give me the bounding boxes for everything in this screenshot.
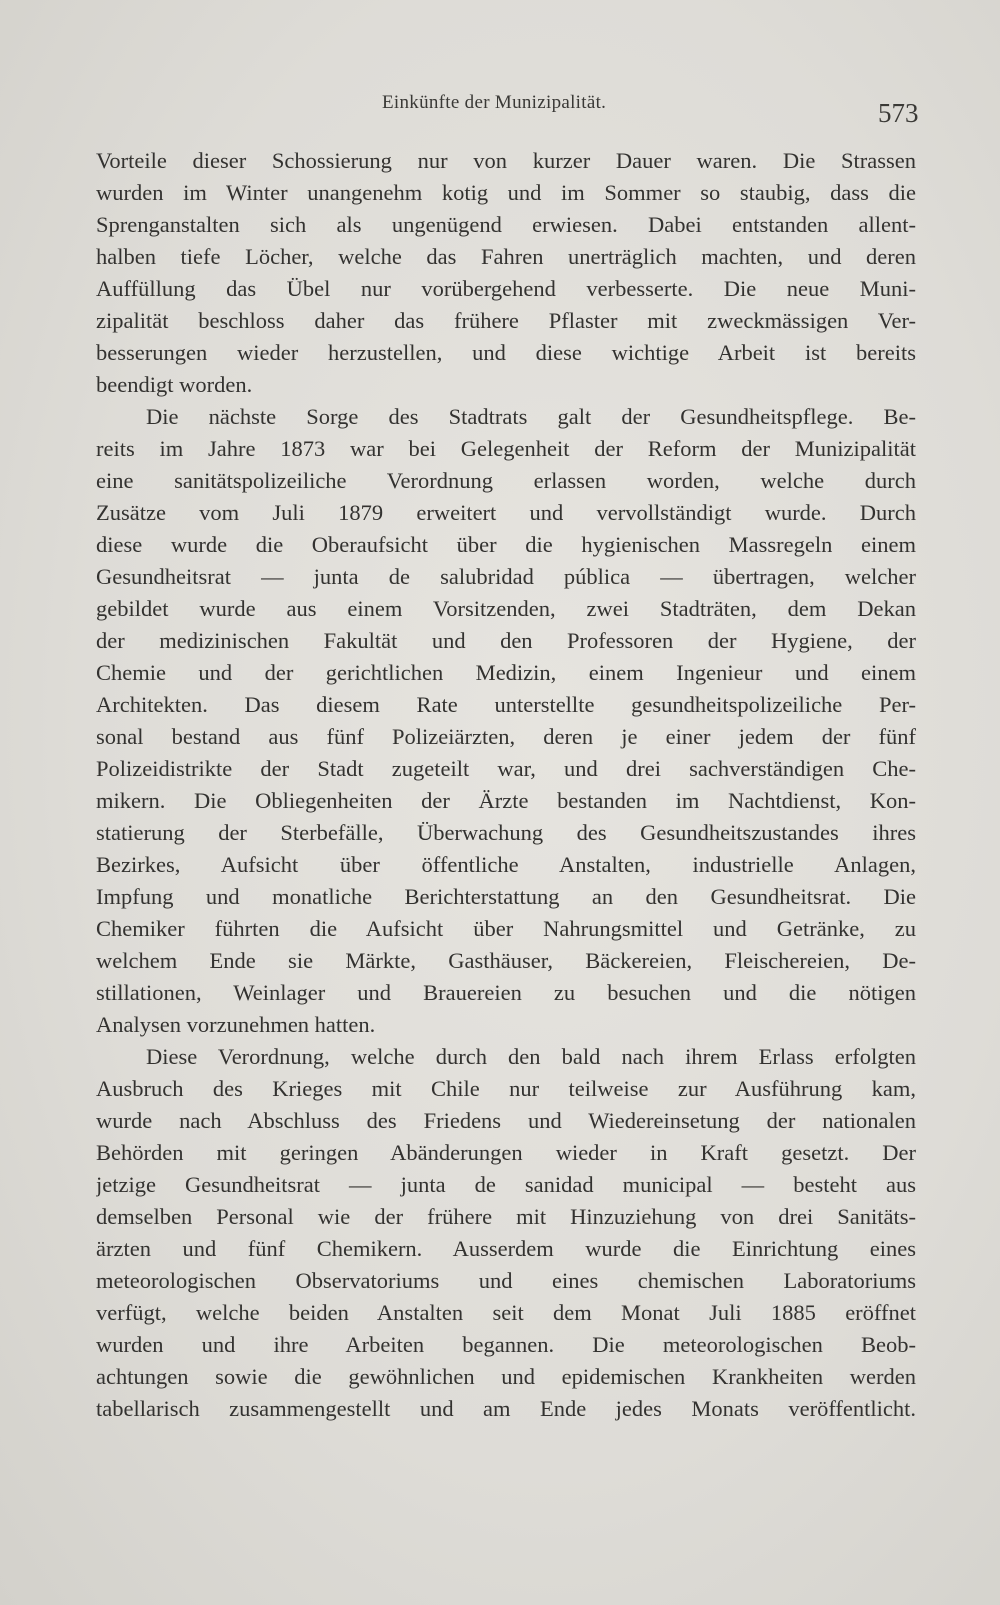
text-line: ärzten und fünf Chemikern. Ausserdem wurde die Einrichtung eines xyxy=(96,1236,916,1261)
text-line: Behörden mit geringen Abänderungen wieder in Kraft gesetzt. Der xyxy=(96,1140,916,1165)
text-line: statierung der Sterbefälle, Überwachung des Gesundheitszustandes ihres xyxy=(96,820,916,845)
text-line: Vorteile dieser Schossierung nur von kurzer Dauer waren. Die Strassen xyxy=(96,148,916,173)
text-line: Gesundheitsrat — junta de salubridad pública — übertragen, welcher xyxy=(96,564,916,589)
text-line: Architekten. Das diesem Rate unterstellte gesundheitspolizeiliche Per- xyxy=(96,692,916,717)
text-line: reits im Jahre 1873 war bei Gelegenheit der Reform der Munizipalität xyxy=(96,436,916,461)
text-line: Diese Verordnung, welche durch den bald nach ihrem Erlass erfolgten xyxy=(146,1044,916,1069)
text-line: Bezirkes, Aufsicht über öffentliche Anstalten, industrielle Anlagen, xyxy=(96,852,916,877)
text-line: beendigt worden. xyxy=(96,372,253,397)
text-line: der medizinischen Fakultät und den Professoren der Hygiene, der xyxy=(96,628,916,653)
text-line: stillationen, Weinlager und Brauereien zu besuchen und die nötigen xyxy=(96,980,916,1005)
text-line: diese wurde die Oberaufsicht über die hygienischen Massregeln einem xyxy=(96,532,916,557)
text-line: Analysen vorzunehmen hatten. xyxy=(96,1012,376,1037)
text-line: Chemiker führten die Aufsicht über Nahrungsmittel und Getränke, zu xyxy=(96,916,916,941)
text-line: wurde nach Abschluss des Friedens und Wiedereinsetung der nationalen xyxy=(96,1108,916,1133)
text-line: Ausbruch des Krieges mit Chile nur teilweise zur Ausführung kam, xyxy=(96,1076,916,1101)
body-text xyxy=(96,145,916,1425)
text-line: wurden im Winter unangenehm kotig und im Sommer so staubig, dass die xyxy=(96,180,916,205)
text-line: halben tiefe Löcher, welche das Fahren unerträglich machten, und deren xyxy=(96,244,916,269)
text-line: Impfung und monatliche Berichterstattung an den Gesundheitsrat. Die xyxy=(96,884,916,909)
text-line: gebildet wurde aus einem Vorsitzenden, zwei Stadträten, dem Dekan xyxy=(96,596,916,621)
text-line: welchem Ende sie Märkte, Gasthäuser, Bäckereien, Fleischereien, De- xyxy=(96,948,916,973)
text-line: Zusätze vom Juli 1879 erweitert und vervollständigt wurde. Durch xyxy=(96,500,916,525)
text-line: jetzige Gesundheitsrat — junta de sanidad municipal — besteht aus xyxy=(96,1172,916,1197)
text-line: Polizeidistrikte der Stadt zugeteilt war, und drei sachverständigen Che- xyxy=(96,756,916,781)
text-line: achtungen sowie die gewöhnlichen und epidemischen Krankheiten werden xyxy=(96,1364,916,1389)
text-line: wurden und ihre Arbeiten begannen. Die meteorologischen Beob- xyxy=(96,1332,916,1357)
running-title: Einkünfte der Munizipalität. xyxy=(382,92,607,113)
text-line: eine sanitätspolizeiliche Verordnung erlassen worden, welche durch xyxy=(96,468,916,493)
text-line: Sprenganstalten sich als ungenügend erwiesen. Dabei entstanden allent- xyxy=(96,212,916,237)
text-line: meteorologischen Observatoriums und eines chemischen Laboratoriums xyxy=(96,1268,916,1293)
page-number: 573 xyxy=(878,98,919,128)
text-line: tabellarisch zusammengestellt und am Ende jedes Monats veröffentlicht. xyxy=(96,1396,916,1421)
text-line: Auffüllung das Übel nur vorübergehend verbesserte. Die neue Muni- xyxy=(96,276,916,301)
text-line: Chemie und der gerichtlichen Medizin, einem Ingenieur und einem xyxy=(96,660,916,685)
text-line: demselben Personal wie der frühere mit Hinzuziehung von drei Sanitäts- xyxy=(96,1204,916,1229)
text-line: zipalität beschloss daher das frühere Pflaster mit zweckmässigen Ver- xyxy=(96,308,916,333)
text-line: Die nächste Sorge des Stadtrats galt der Gesundheitspflege. Be- xyxy=(146,404,916,429)
text-line: sonal bestand aus fünf Polizeiärzten, deren je einer jedem der fünf xyxy=(96,724,916,749)
text-line: besserungen wieder herzustellen, und diese wichtige Arbeit ist bereits xyxy=(96,340,916,365)
text-line: verfügt, welche beiden Anstalten seit dem Monat Juli 1885 eröffnet xyxy=(96,1300,916,1325)
text-line: mikern. Die Obliegenheiten der Ärzte bestanden im Nachtdienst, Kon- xyxy=(96,788,916,813)
